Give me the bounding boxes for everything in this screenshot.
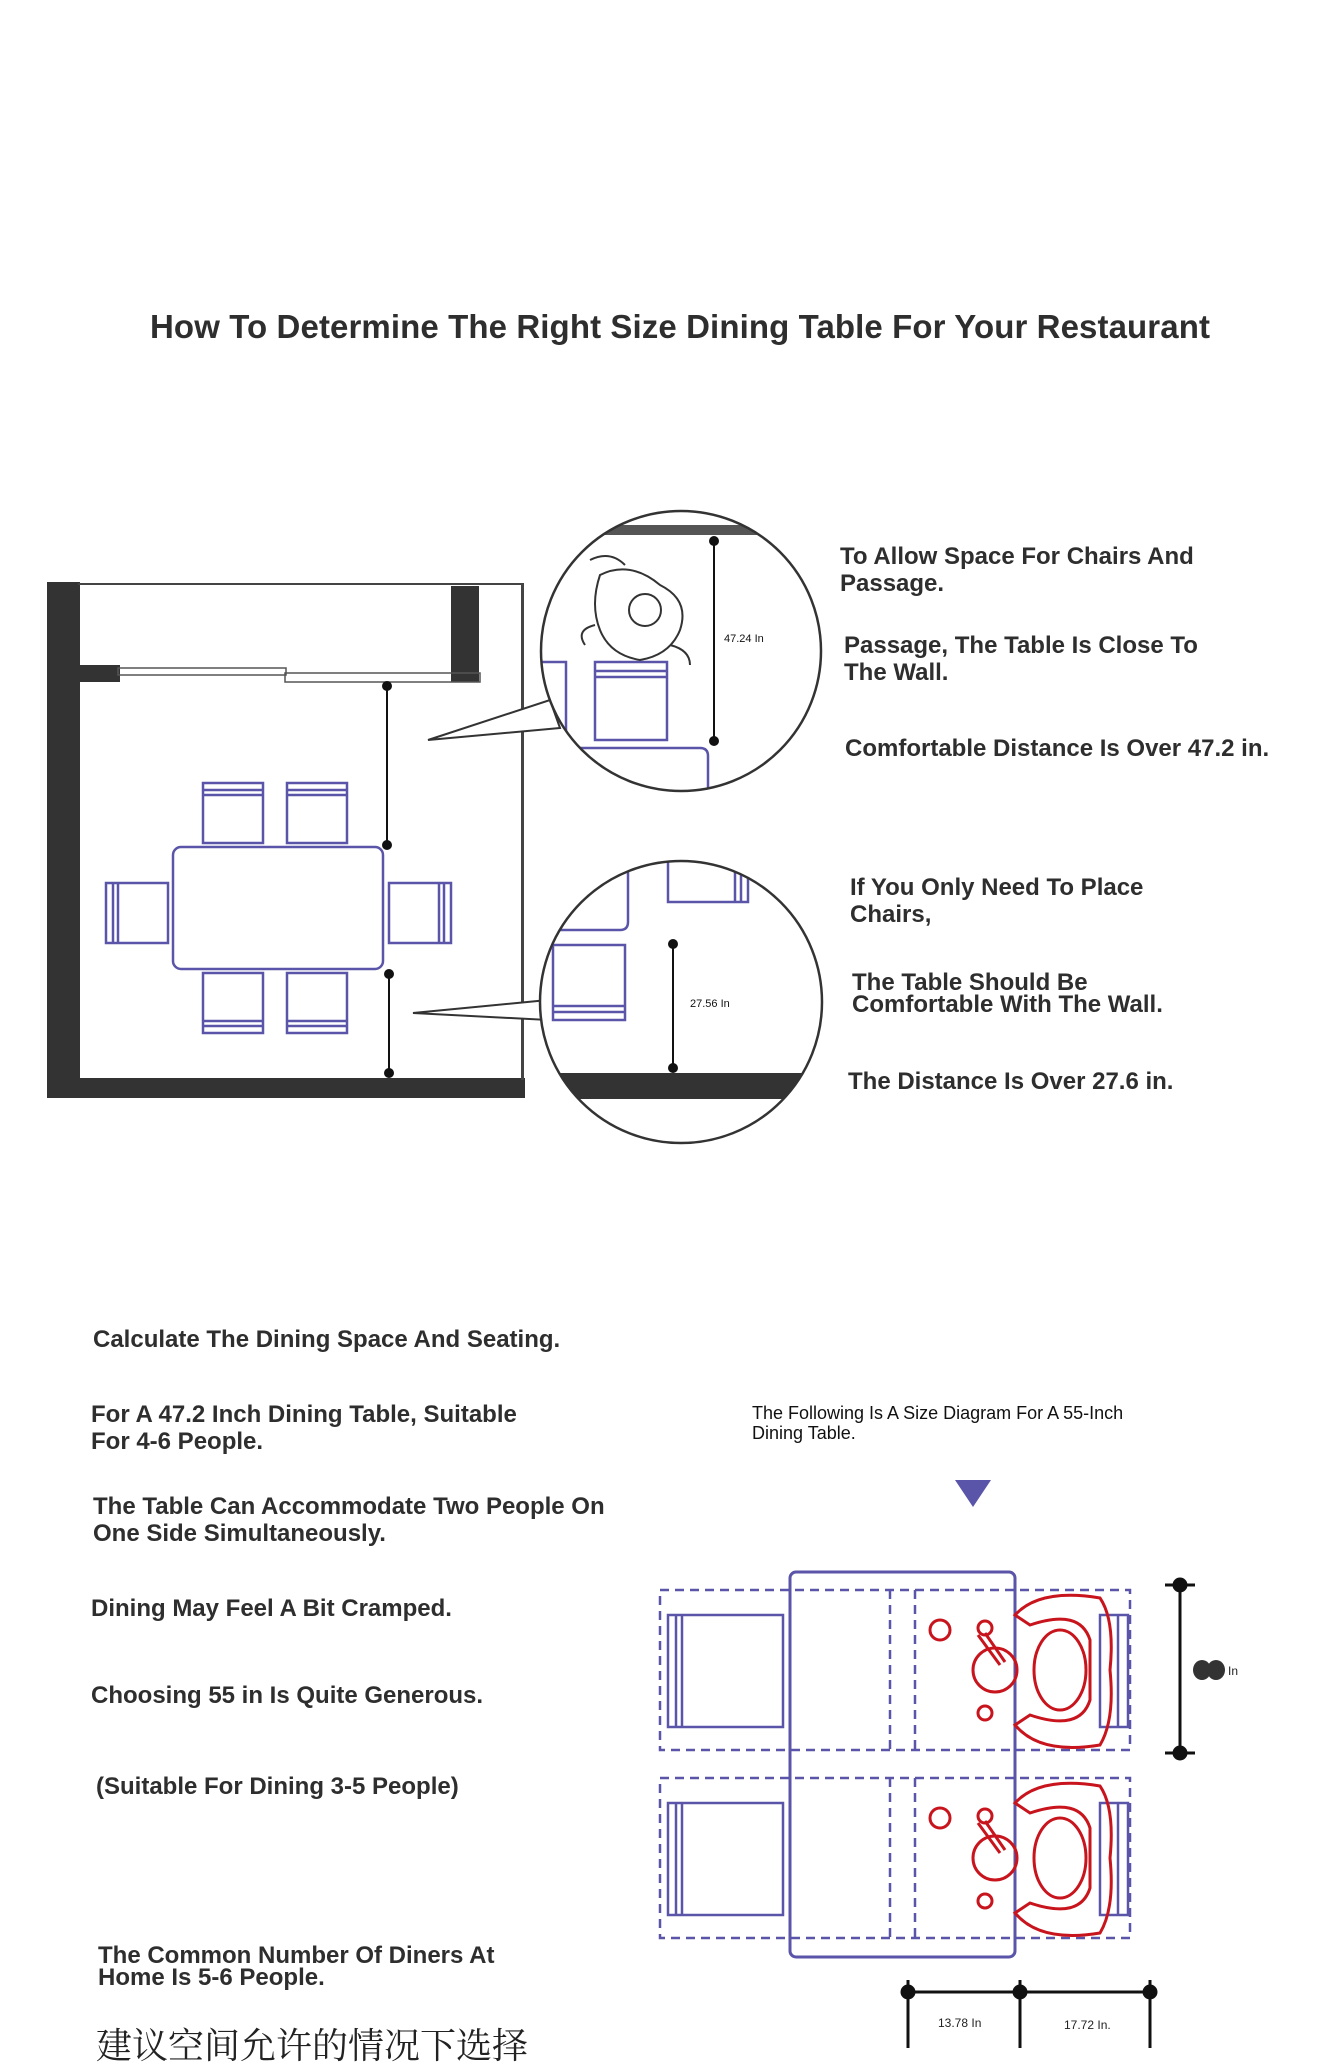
- zoom-circle-bottom: [530, 860, 830, 1143]
- table-and-chairs: [106, 783, 451, 1033]
- note-3: Comfortable Distance Is Over 47.2 in.: [845, 735, 1270, 762]
- zoom-circle-top: [520, 511, 821, 800]
- note-2: Passage, The Table Is Close To The Wall.: [844, 632, 1198, 686]
- para-6: The Common Number Of Diners At Home Is 5-6 People.: [98, 1942, 495, 1991]
- dim-label-47: 47.24 In: [724, 633, 764, 645]
- page-title: How To Determine The Right Size Dining Table For Your Restaurant: [150, 308, 1211, 345]
- blurred-dimension-blob: [1193, 1660, 1225, 1680]
- note-4: If You Only Need To Place Chairs,: [850, 874, 1144, 928]
- dim-b2-label: 17.72 In.: [1064, 2018, 1111, 2032]
- bottom-heading: Calculate The Dining Space And Seating.: [93, 1326, 561, 1353]
- table-55-diagram: [640, 1470, 1260, 2048]
- note-5: The Table Should Be Comfortable With The Wall.: [852, 969, 1163, 1018]
- diner-icon-top: [930, 1595, 1111, 1747]
- note-1: To Allow Space For Chairs And Passage.: [840, 543, 1194, 597]
- diagram-caption: The Following Is A Size Diagram For A 55-Inch Dining Table.: [752, 1403, 1124, 1443]
- dim-side-label: In: [1228, 1664, 1239, 1678]
- para-1: For A 47.2 Inch Dining Table, Suitable For 4-6 People.: [91, 1401, 517, 1455]
- para-2: The Table Can Accommodate Two People On One Side Simultaneously.: [93, 1493, 605, 1547]
- dim-label-27: 27.56 In: [690, 998, 730, 1010]
- diner-icon-bottom: [930, 1783, 1111, 1935]
- para-7: 建议空间允许的情况下选择: [96, 2025, 529, 2066]
- room-dimension-lines: [383, 682, 393, 1077]
- dim-b1-label: 13.78 In: [938, 2016, 982, 2030]
- note-6: The Distance Is Over 27.6 in.: [848, 1068, 1174, 1095]
- para-5: (Suitable For Dining 3-5 People): [96, 1773, 459, 1800]
- para-3: Dining May Feel A Bit Cramped.: [91, 1595, 452, 1622]
- down-arrow-icon: [955, 1480, 991, 1507]
- callout-pointers: [413, 700, 560, 1020]
- para-4: Choosing 55 in Is Quite Generous.: [91, 1682, 484, 1709]
